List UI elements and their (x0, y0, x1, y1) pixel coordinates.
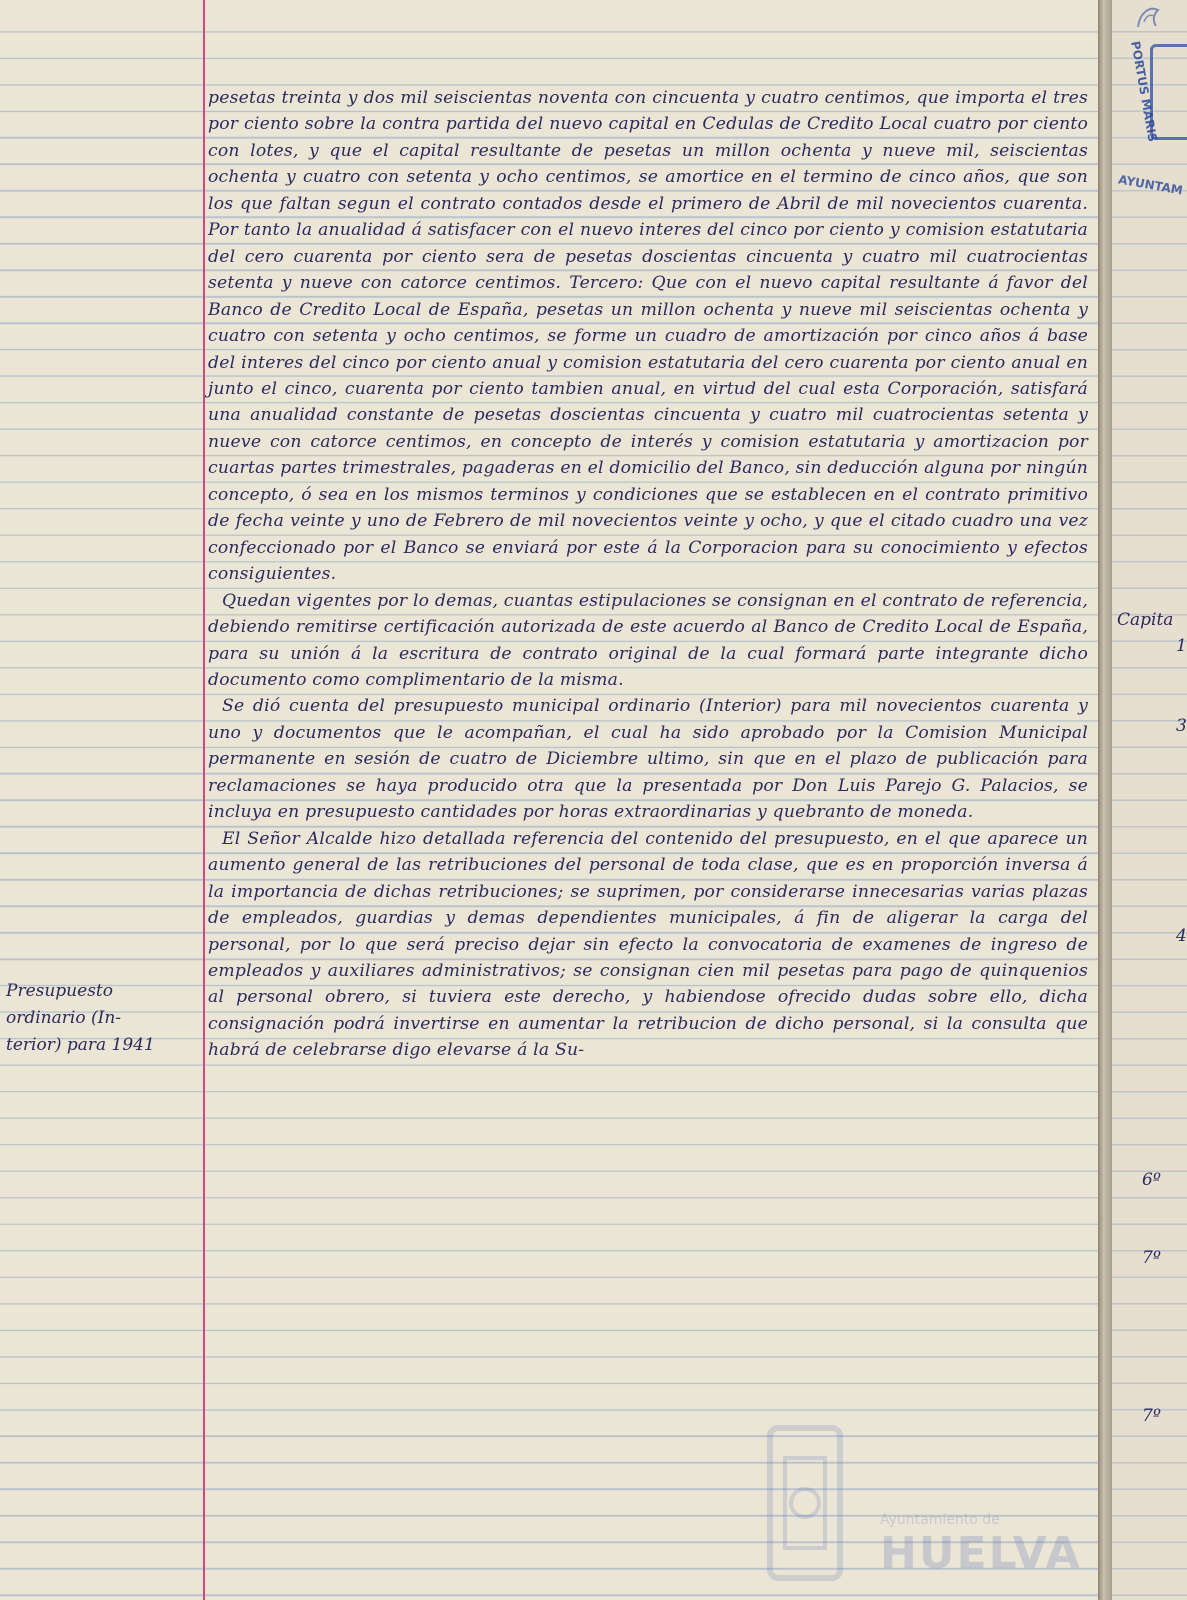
watermark-name: HUELVA (880, 1528, 1082, 1579)
adjacent-page-number: 6º (1142, 1170, 1161, 1190)
watermark-subtitle: Ayuntamiento de (880, 1512, 1000, 1528)
margin-note-line: ordinario (In- (6, 1008, 122, 1028)
adjacent-page-number: 7º (1142, 1406, 1161, 1426)
margin-note-line: Presupuesto (6, 981, 113, 1001)
margin-note-line: terior) para 1941 (6, 1035, 155, 1055)
heraldic-seal-icon (1128, 2, 1168, 32)
margin-rule (203, 0, 205, 1600)
body-paragraph: Quedan vigentes por lo demas, cuantas estipulaciones se consignan en el contrato de referencia, debiendo remitirse certificación autorizada de este acuerdo al Banco de Credito Local de España, para su unión á la escritura de contrato original de la cual formará parte integrante dicho documento como complimentario de la misma. (208, 590, 1088, 690)
margin-note (6, 978, 196, 1059)
adjacent-page-number: 7º (1142, 1248, 1161, 1268)
body-paragraph: pesetas treinta y dos mil seiscientas noventa con cincuenta y cuatro centimos, que importa el tres por ciento sobre la contra partida del nuevo capital en Cedulas de Credito Local cuatro por ciento con lotes, y que el capital resultante de pesetas un millon ochenta y nueve mil, seiscientas ochenta y cuatro con setenta y ocho centimos, se amortice en el termino de cinco años, que son los que faltan segun el contrato contados desde el primero de Abril de mil novecientos cuarenta. Por tanto la anualidad á satisfacer con el nuevo interes del cinco por ciento y comision estatutaria del cero cuarenta por ciento sera de pesetas doscientas cincuenta y cuatro mil cuatrocientas setenta y nueve con catorce centimos. Tercero: Que con el nuevo capital resultante á favor del Banco de Credito Local de España, pesetas un millon ochenta y nueve mil seiscientas ochenta y cuatro con setenta y ocho centimos, se forme un cuadro de amortización por cinco años á base del interes del cinco por ciento anual y comision estatutaria del cero cuarenta por ciento anual en junto el cinco, cuarenta por ciento tambien anual, en virtud del cual esta Corporación, satisfará una anualidad constante de pesetas doscientas cincuenta y cuatro mil cuatrocientas setenta y nueve con catorce centimos, en concepto de interés y comision estatutaria y amortizacion por cuartas partes trimestrales, pagaderas en el domicilio del Banco, sin deducción alguna por ningún concepto, ó sea en los mismos terminos y condiciones que se establecen en el contrato primitivo de fecha veinte y uno de Febrero de mil novecientos veinte y ocho, y que el citado cuadro una vez confeccionado por el Banco se enviará por este á la Corporacion para su conocimiento y efectos consiguientes. (208, 88, 1088, 585)
book-gutter (1098, 0, 1112, 1600)
adjacent-page-number: 4 (1176, 926, 1187, 946)
adjacent-page-number: 1 (1176, 636, 1187, 656)
handwritten-body (208, 85, 1088, 1064)
ayuntamiento-stamp-text: AYUNTAM (1117, 172, 1184, 198)
adjacent-page-number: 3 (1176, 716, 1187, 736)
body-paragraph: El Señor Alcalde hizo detallada referencia del contenido del presupuesto, en el que aparece un aumento general de las retribuciones del personal de toda clase, que es en proporción inversa á la importancia de dichas retribuciones; se suprimen, por considerarse innecesarias varias plazas de empleados, guardias y demas dependientes municipales, á fin de aligerar la carga del personal, por lo que será preciso dejar sin efecto la convocatoria de examenes de ingreso de empleados y auxiliares administrativos; se consignan cien mil pesetas para pago de quinquenios al personal obrero, si tuviera este derecho, y habiendose ofrecido dudas sobre ello, dicha consignación podrá invertirse en aumentar la retribucion de dicho personal, si la consulta que habrá de celebrarse digo elevarse á la Su- (208, 828, 1088, 1061)
adjacent-page (1112, 0, 1187, 1600)
body-paragraph: Se dió cuenta del presupuesto municipal ordinario (Interior) para mil novecientos cuarenta y uno y documentos que le acompañan, el cual ha sido aprobado por la Comision Municipal permanente en sesión de cuatro de Diciembre ultimo, sin que en el plazo de publicación para reclamaciones se haya producido otra que la presentada por Don Luis Parejo G. Palacios, se incluya en presupuesto cantidades por horas extraordinarias y quebranto de moneda. (208, 696, 1088, 823)
adjacent-page-heading: Capita (1117, 610, 1174, 630)
